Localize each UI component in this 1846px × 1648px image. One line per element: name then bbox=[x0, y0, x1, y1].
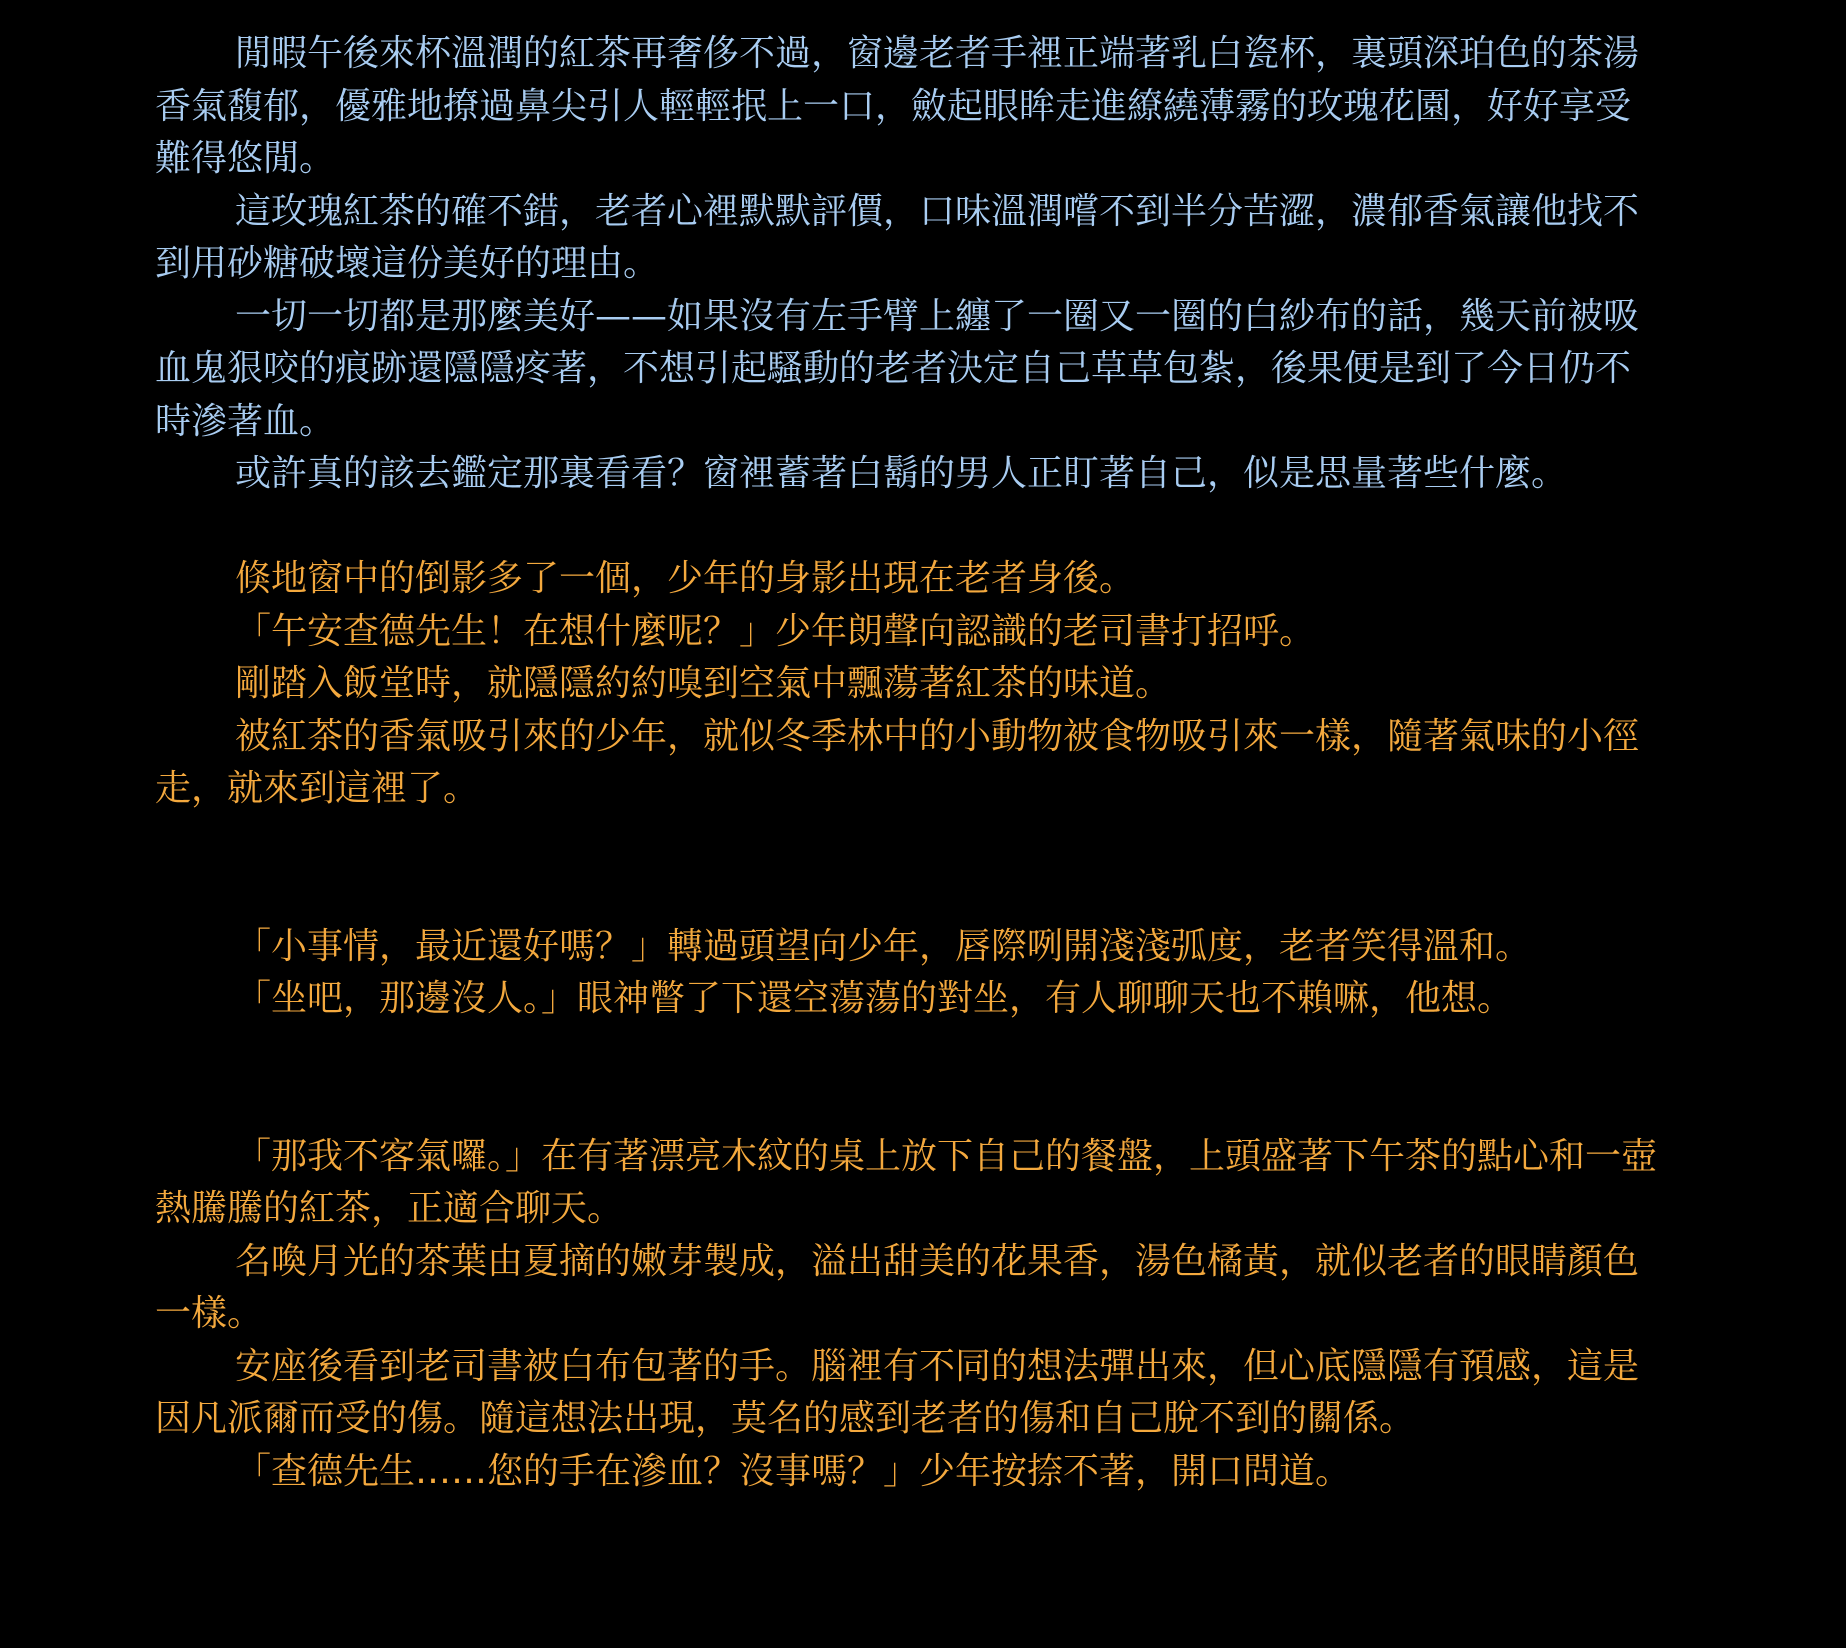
paragraph-rose-tea: 這玫瑰紅茶的確不錯，老者心裡默默評價，口味溫潤嚐不到半分苦澀，濃郁香氣讓他找不到用砂糖破壞這份美好的理由。 bbox=[155, 190, 1640, 284]
paragraph-reflection: 或許真的該去鑑定那裏看看？窗裡蓄著白鬍的男人正盯著自己，似是思量著些什麼。 bbox=[235, 453, 1568, 494]
paragraph-greeting: 「午安查德先生！在想什麼呢？」少年朗聲向認識的老司書打招呼。 bbox=[235, 610, 1316, 652]
paragraph-question: 「查德先生……您的手在滲血？沒事嗎？」少年按捺不著，開口問道。 bbox=[235, 1450, 1352, 1492]
paragraph-bandage: 一切一切都是那麼美好——如果沒有左手臂上纏了一圈又一圈的白紗布的話，幾天前被吸血鬼狠咬的痕跡還隱隱疼著，不想引起騷動的老者決定自己草草包紮，後果便是到了今日仍不時滲著血。 bbox=[155, 295, 1640, 442]
section-spacer bbox=[155, 1026, 1660, 1131]
document-body bbox=[155, 28, 1660, 1498]
paragraph-invite-sit: 「坐吧，那邊沒人。」眼神瞥了下還空蕩蕩的對坐，有人聊聊天也不賴嘛，他想。 bbox=[235, 978, 1514, 1019]
paragraph-tea-aroma: 被紅茶的香氣吸引來的少年，就似冬季林中的小動物被食物吸引來一樣，隨著氣味的小徑走，就來到這裡了。 bbox=[155, 715, 1640, 809]
paragraph-injured-hand: 安座後看到老司書被白布包著的手。腦裡有不同的想法彈出來，但心底隱隱有預感，這是因凡派爾而受的傷。隨這想法出現，莫名的感到老者的傷和自己脫不到的關係。 bbox=[155, 1345, 1640, 1439]
paragraph-old-man-reply: 「小事情，最近還好嗎？」轉過頭望向少年，唇際咧開淺淺弧度，老者笑得溫和。 bbox=[235, 925, 1532, 967]
section-spacer bbox=[155, 816, 1660, 921]
paragraph-boy-appears: 倏地窗中的倒影多了一個，少年的身影出現在老者身後。 bbox=[235, 558, 1136, 599]
section-spacer bbox=[155, 501, 1660, 554]
paragraph-tray: 「那我不客氣囉。」在有著漂亮木紋的桌上放下自己的餐盤，上頭盛著下午茶的點心和一壺熱騰騰的紅茶，正適合聊天。 bbox=[155, 1135, 1658, 1229]
paragraph-entering-hall: 剛踏入飯堂時，就隱隱約約嗅到空氣中飄蕩著紅茶的味道。 bbox=[235, 663, 1172, 704]
paragraph-afternoon-tea: 閒暇午後來杯溫潤的紅茶再奢侈不過，窗邊老者手裡正端著乳白瓷杯，裏頭深珀色的茶湯香氣馥郁，優雅地撩過鼻尖引人輕輕抿上一口，斂起眼眸走進繚繞薄霧的玫瑰花園，好好享受難得悠閒。 bbox=[155, 33, 1640, 179]
paragraph-moonlight-tea: 名喚月光的茶葉由夏摘的嫩芽製成，溢出甜美的花果香，湯色橘黃，就似老者的眼睛顏色一樣。 bbox=[155, 1240, 1640, 1334]
